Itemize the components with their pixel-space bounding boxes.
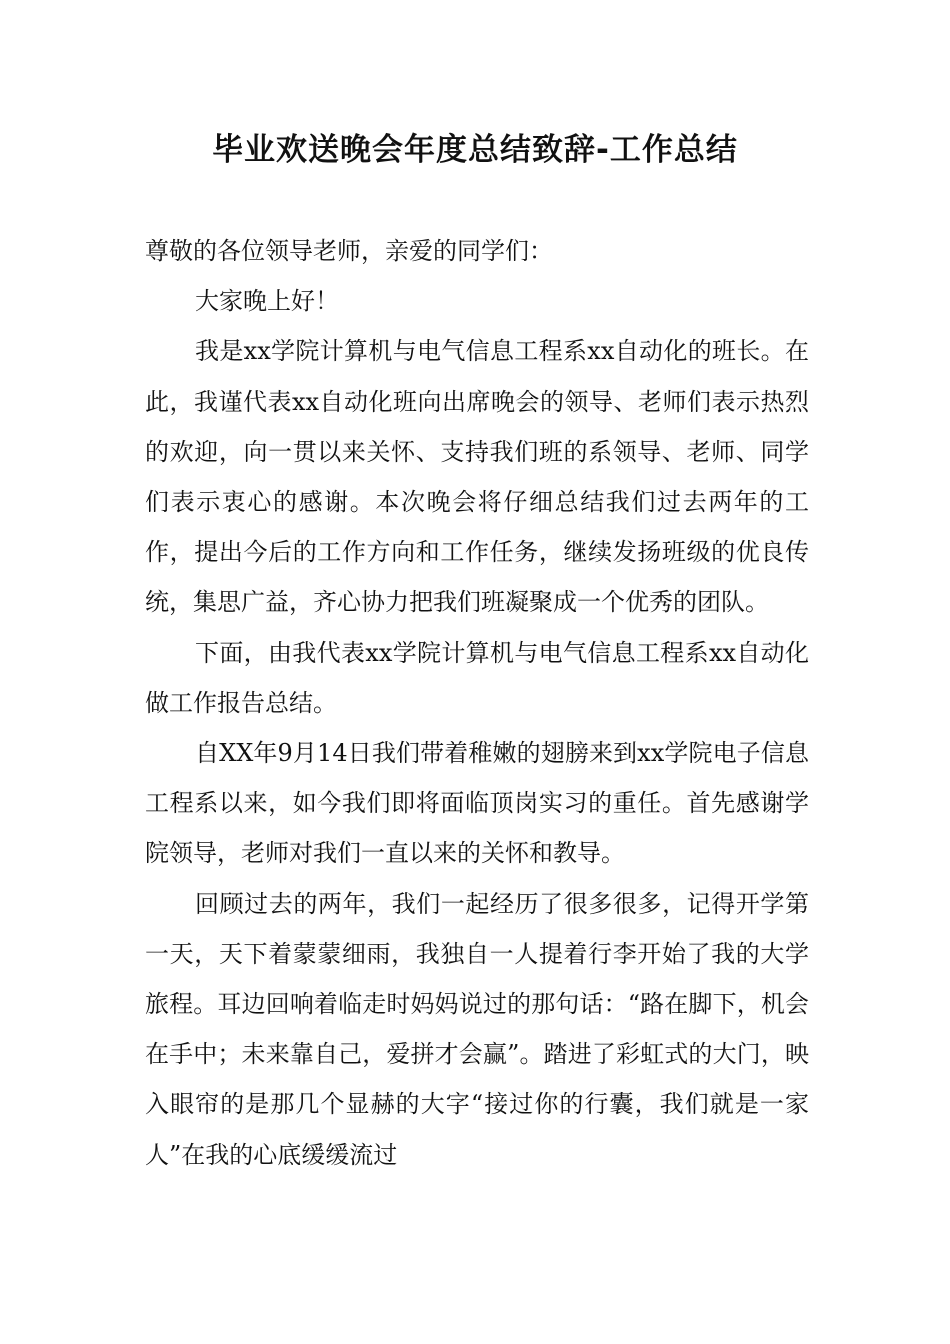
paragraph-review: 回顾过去的两年，我们一起经历了很多很多，记得开学第一天，天下着蒙蒙细雨，我独自一人提着行李开始了我的大学旅程。耳边回响着临走时妈妈说过的那句话：“路在脚下，机会在手中；未来靠自己，爱拼才会赢”。踏进了彩虹式的大门，映入眼帘的是那几个显赫的大字“接过你的行囊，我们就是一家人”在我的心底缓缓流过: [145, 889, 809, 1169]
paragraph-introduction: 我是xx学院计算机与电气信息工程系xx自动化的班长。在此，我谨代表xx自动化班向出席晚会的领导、老师们表示热烈的欢迎，向一贯以来关怀、支持我们班的系领导、老师、同学们表示衷心的感谢。本次晚会将仔细总结我们过去两年的工作，提出今后的工作方向和工作任务，继续发扬班级的优良传统，集思广益，齐心协力把我们班凝聚成一个优秀的团队。: [145, 337, 809, 617]
document-body: [145, 226, 809, 1180]
paragraph-greeting: 大家晚上好！: [195, 287, 339, 316]
paragraph-arrival: 自XX年9月14日我们带着稚嫩的翅膀来到xx学院电子信息工程系以来，如今我们即将面临顶岗实习的重任。首先感谢学院领导，老师对我们一直以来的关怀和教导。: [145, 739, 809, 868]
salutation: 尊敬的各位领导老师，亲爱的同学们：: [145, 237, 553, 265]
document-title: 毕业欢送晚会年度总结致辞-工作总结: [212, 132, 738, 168]
paragraph-report-intro: 下面，由我代表xx学院计算机与电气信息工程系xx自动化做工作报告总结。: [145, 638, 809, 717]
